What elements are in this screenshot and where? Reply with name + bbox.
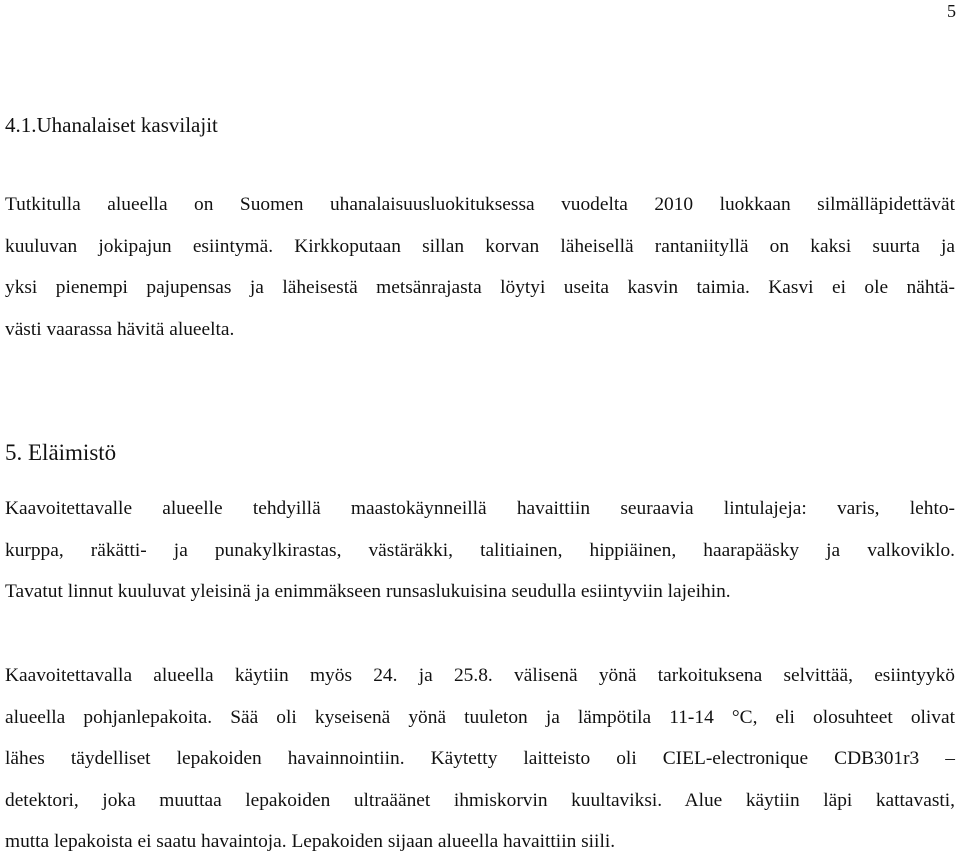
paragraph-line: Tutkitulla alueella on Suomen uhanalaisuusluokituksessa vuodelta 2010 luokkaan silmälläpidettävät [5, 194, 955, 215]
section-heading-plants: 4.1.Uhanalaiset kasvilajit [5, 113, 218, 137]
paragraph-line: alueella pohjanlepakoita. Sää oli kyseisenä yönä tuuleton ja lämpötila 11-14 °C, eli olosuhteet olivat [5, 706, 955, 728]
paragraph-line: lähes täydelliset lepakoiden havainnointiin. Käytetty laitteisto oli CIEL-electronique CDB301r3 – [5, 748, 955, 769]
paragraph-birds [5, 488, 955, 613]
paragraph-line: yksi pienempi pajupensas ja läheisestä metsänrajasta löytyi useita kasvin taimia. Kasvi ei ole nähtä- [5, 277, 955, 298]
paragraph-line: Kaavoitettavalle alueelle tehdyillä maastokäynneillä havaittiin seuraavia lintulajeja: varis, lehto- [5, 498, 955, 519]
paragraph-line: kuuluvan jokipajun esiintymä. Kirkkoputaan sillan korvan läheisellä rantaniityllä on kaksi suurta ja [5, 235, 955, 257]
paragraph-line: Kaavoitettavalla alueella käytiin myös 24. ja 25.8. välisenä yönä tarkoituksena selvittää, esiintyykö [5, 665, 955, 686]
paragraph-line: detektori, joka muuttaa lepakoiden ultraäänet ihmiskorvin kuultaviksi. Alue käytiin läpi kattavasti, [5, 789, 955, 811]
paragraph-plants [5, 184, 955, 350]
page-number: 5 [947, 1, 956, 21]
paragraph-bats [5, 655, 955, 863]
section-heading-fauna: 5. Eläimistö [5, 440, 117, 465]
paragraph-line: kurppa, räkätti- ja punakylkirastas, västäräkki, talitiainen, hippiäinen, haarapääsky ja valkoviklo. [5, 539, 955, 561]
paragraph-line: västi vaarassa hävitä alueelta. [5, 318, 235, 340]
paragraph-line: mutta lepakoista ei saatu havaintoja. Lepakoiden sijaan alueella havaittiin siili. [5, 831, 616, 852]
paragraph-line: Tavatut linnut kuuluvat yleisinä ja enimmäkseen runsaslukuisina seudulla esiintyviin lajeihin. [5, 581, 731, 602]
